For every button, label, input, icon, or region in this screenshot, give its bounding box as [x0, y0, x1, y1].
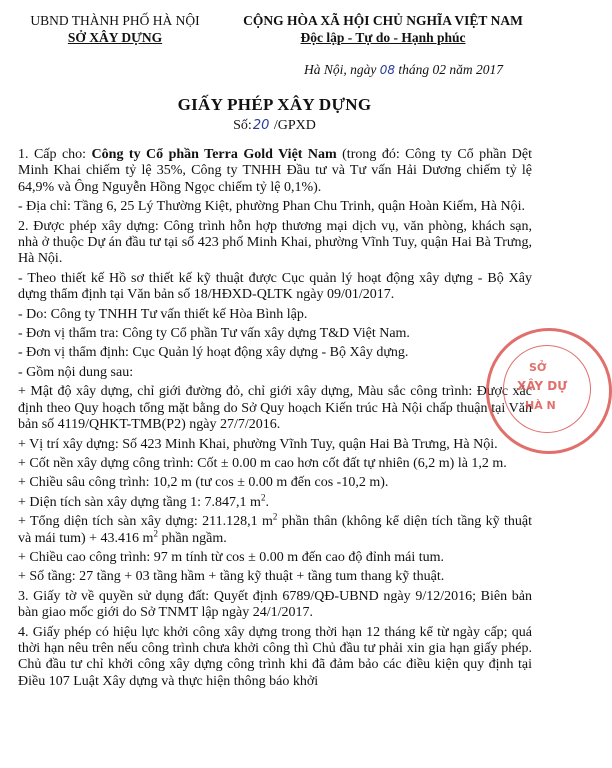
paragraph-location: + Vị trí xây dựng: Số 423 Minh Khai, phường Vĩnh Tuy, quận Hai Bà Trưng, Hà Nội.	[18, 436, 498, 452]
total-area-mid: phần thân (không kể diện tích tầng kỹ thuật và mái tum) + 43.416 m	[18, 514, 533, 546]
national-title: CỘNG HÒA XÃ HỘI CHỦ NGHĨA VIỆT NAM	[243, 13, 523, 28]
floor1-area-end: .	[265, 494, 269, 510]
paragraph-permitted-work: 2. Được phép xây dựng: Công trình hỗn hợp thương mại dịch vụ, văn phòng, khách sạn, nhà ở thuộc Dự án đầu tư tại số 423 phố Minh Khai, phường Vĩnh Tuy, quận Hai Bà Trưng, Hà Nội.	[18, 218, 532, 267]
total-area-end: phần ngầm.	[157, 530, 227, 546]
paragraph-height: + Chiều cao công trình: 97 m tính từ cos ± 0.00 m đến cao độ đỉnh mái tum.	[18, 549, 444, 565]
issuing-authority-header	[20, 12, 210, 46]
date-prefix: Hà Nội, ngày	[303, 62, 380, 77]
number-prefix: Số:	[233, 118, 252, 133]
permit-number	[0, 118, 549, 134]
paragraph-grantee	[18, 147, 532, 196]
grantee-company: Công ty Cổ phần Terra Gold Việt Nam	[91, 147, 337, 162]
paragraph-contents-heading: - Gồm nội dung sau:	[18, 364, 134, 380]
paragraph-appraiser: - Đơn vị thẩm định: Cục Quản lý hoạt động xây dựng - Bộ Xây dựng.	[18, 345, 409, 361]
authority-parent: UBND THÀNH PHỐ HÀ NỘI	[30, 13, 200, 28]
document-body	[18, 147, 532, 693]
national-header	[228, 12, 538, 46]
date-day-handwritten: 08	[379, 63, 395, 77]
paragraph-density: + Mật độ xây dựng, chỉ giới đường đỏ, chỉ giới xây dựng, Màu sắc công trình: Được xác định theo Quy hoạch tổng mặt bằng do Sở Quy hoạch Kiến trúc Hà Nội chấp thuận tại Văn bản số 4119/QHKT-TMB(P2) ngày 27/7/2016.	[18, 384, 532, 433]
document-title: GIẤY PHÉP XÂY DỰNG	[177, 95, 372, 114]
grantee-lead: 1. Cấp cho:	[18, 147, 92, 162]
superscript: 2	[153, 527, 158, 538]
paragraph-floor1-area	[18, 492, 532, 511]
superscript: 2	[260, 492, 266, 503]
paragraph-designer: - Do: Công ty TNHH Tư vấn thiết kế Hòa Bình lập.	[18, 306, 308, 322]
national-motto: Độc lập - Tự do - Hạnh phúc	[300, 30, 466, 45]
seal-text-1: SỞ	[529, 361, 547, 374]
seal-text-3: HÀ N	[525, 399, 556, 412]
paragraph-depth: + Chiều sâu công trình: 10,2 m (tư cos ± 0.00 m đến cos -10,2 m).	[18, 475, 389, 491]
paragraph-verifier: - Đơn vị thẩm tra: Công ty Cổ phần Tư vấn xây dựng T&D Việt Nam.	[18, 326, 410, 342]
official-seal	[486, 328, 612, 454]
paragraph-floors: + Số tầng: 27 tầng + 03 tầng hầm + tầng kỹ thuật + tầng tum thang kỹ thuật.	[18, 569, 445, 585]
floor1-area-text: + Diện tích sàn xây dựng tầng 1: 7.847,1 m	[18, 494, 261, 510]
seal-text-2: XÂY DỰ	[517, 379, 568, 393]
number-value-handwritten: 20	[252, 118, 270, 133]
grantee-ownership: (trong đó: Công ty Cổ phần Dệt Minh Khai chiếm tỷ lệ 35%, Công ty TNHH Đầu tư và Tư vấn Hải Dương chiếm tỷ lệ 64,9% và Ông Nguyễn Hồng Ngọc chiếm tỷ lệ 0,1%).	[18, 147, 533, 195]
paragraph-land-use: 3. Giấy tờ về quyền sử dụng đất: Quyết định 6789/QĐ-UBND ngày 9/12/2016; Biên bản bàn giao mốc giới do Sở TNMT lập ngày 24/1/2017.	[18, 588, 532, 621]
issue-date	[304, 62, 503, 78]
authority-agency: SỞ XÂY DỰNG	[67, 30, 163, 45]
number-suffix: /GPXD	[270, 118, 316, 133]
superscript: 2	[272, 511, 278, 522]
paragraph-total-area	[18, 511, 533, 547]
paragraph-validity: 4. Giấy phép có hiệu lực khởi công xây dựng trong thời hạn 12 tháng kể từ ngày cấp; quá thời hạn nêu trên nếu công trình chưa khởi công thì Chủ đầu tư phải xin gia hạn giấy phép. Chủ đầu tư chỉ khởi công xây dựng công trình khi đã đảm bảo các điều kiện quy định tại Điều 107 Luật Xây dựng và thực hiện thông báo khởi	[18, 624, 532, 689]
paragraph-address: - Địa chỉ: Tầng 6, 25 Lý Thường Kiệt, phường Phan Chu Trinh, quận Hoàn Kiếm, Hà Nội.	[18, 199, 525, 215]
paragraph-ground-level: + Cốt nền xây dựng công trình: Cốt ± 0.00 m cao hơn cốt đất tự nhiên (6,2 m) là 1,2 m.	[18, 455, 507, 471]
total-area-text: + Tổng diện tích sàn xây dựng: 211.128,1 m	[18, 514, 273, 530]
paragraph-design-basis: - Theo thiết kế Hồ sơ thiết kế kỹ thuật được Cục quản lý hoạt động xây dựng - Bộ Xây dựng thẩm định tại Văn bản số 18/HĐXD-QLTK ngày 09/01/2017.	[18, 270, 532, 303]
date-suffix: tháng 02 năm 2017	[395, 62, 503, 77]
